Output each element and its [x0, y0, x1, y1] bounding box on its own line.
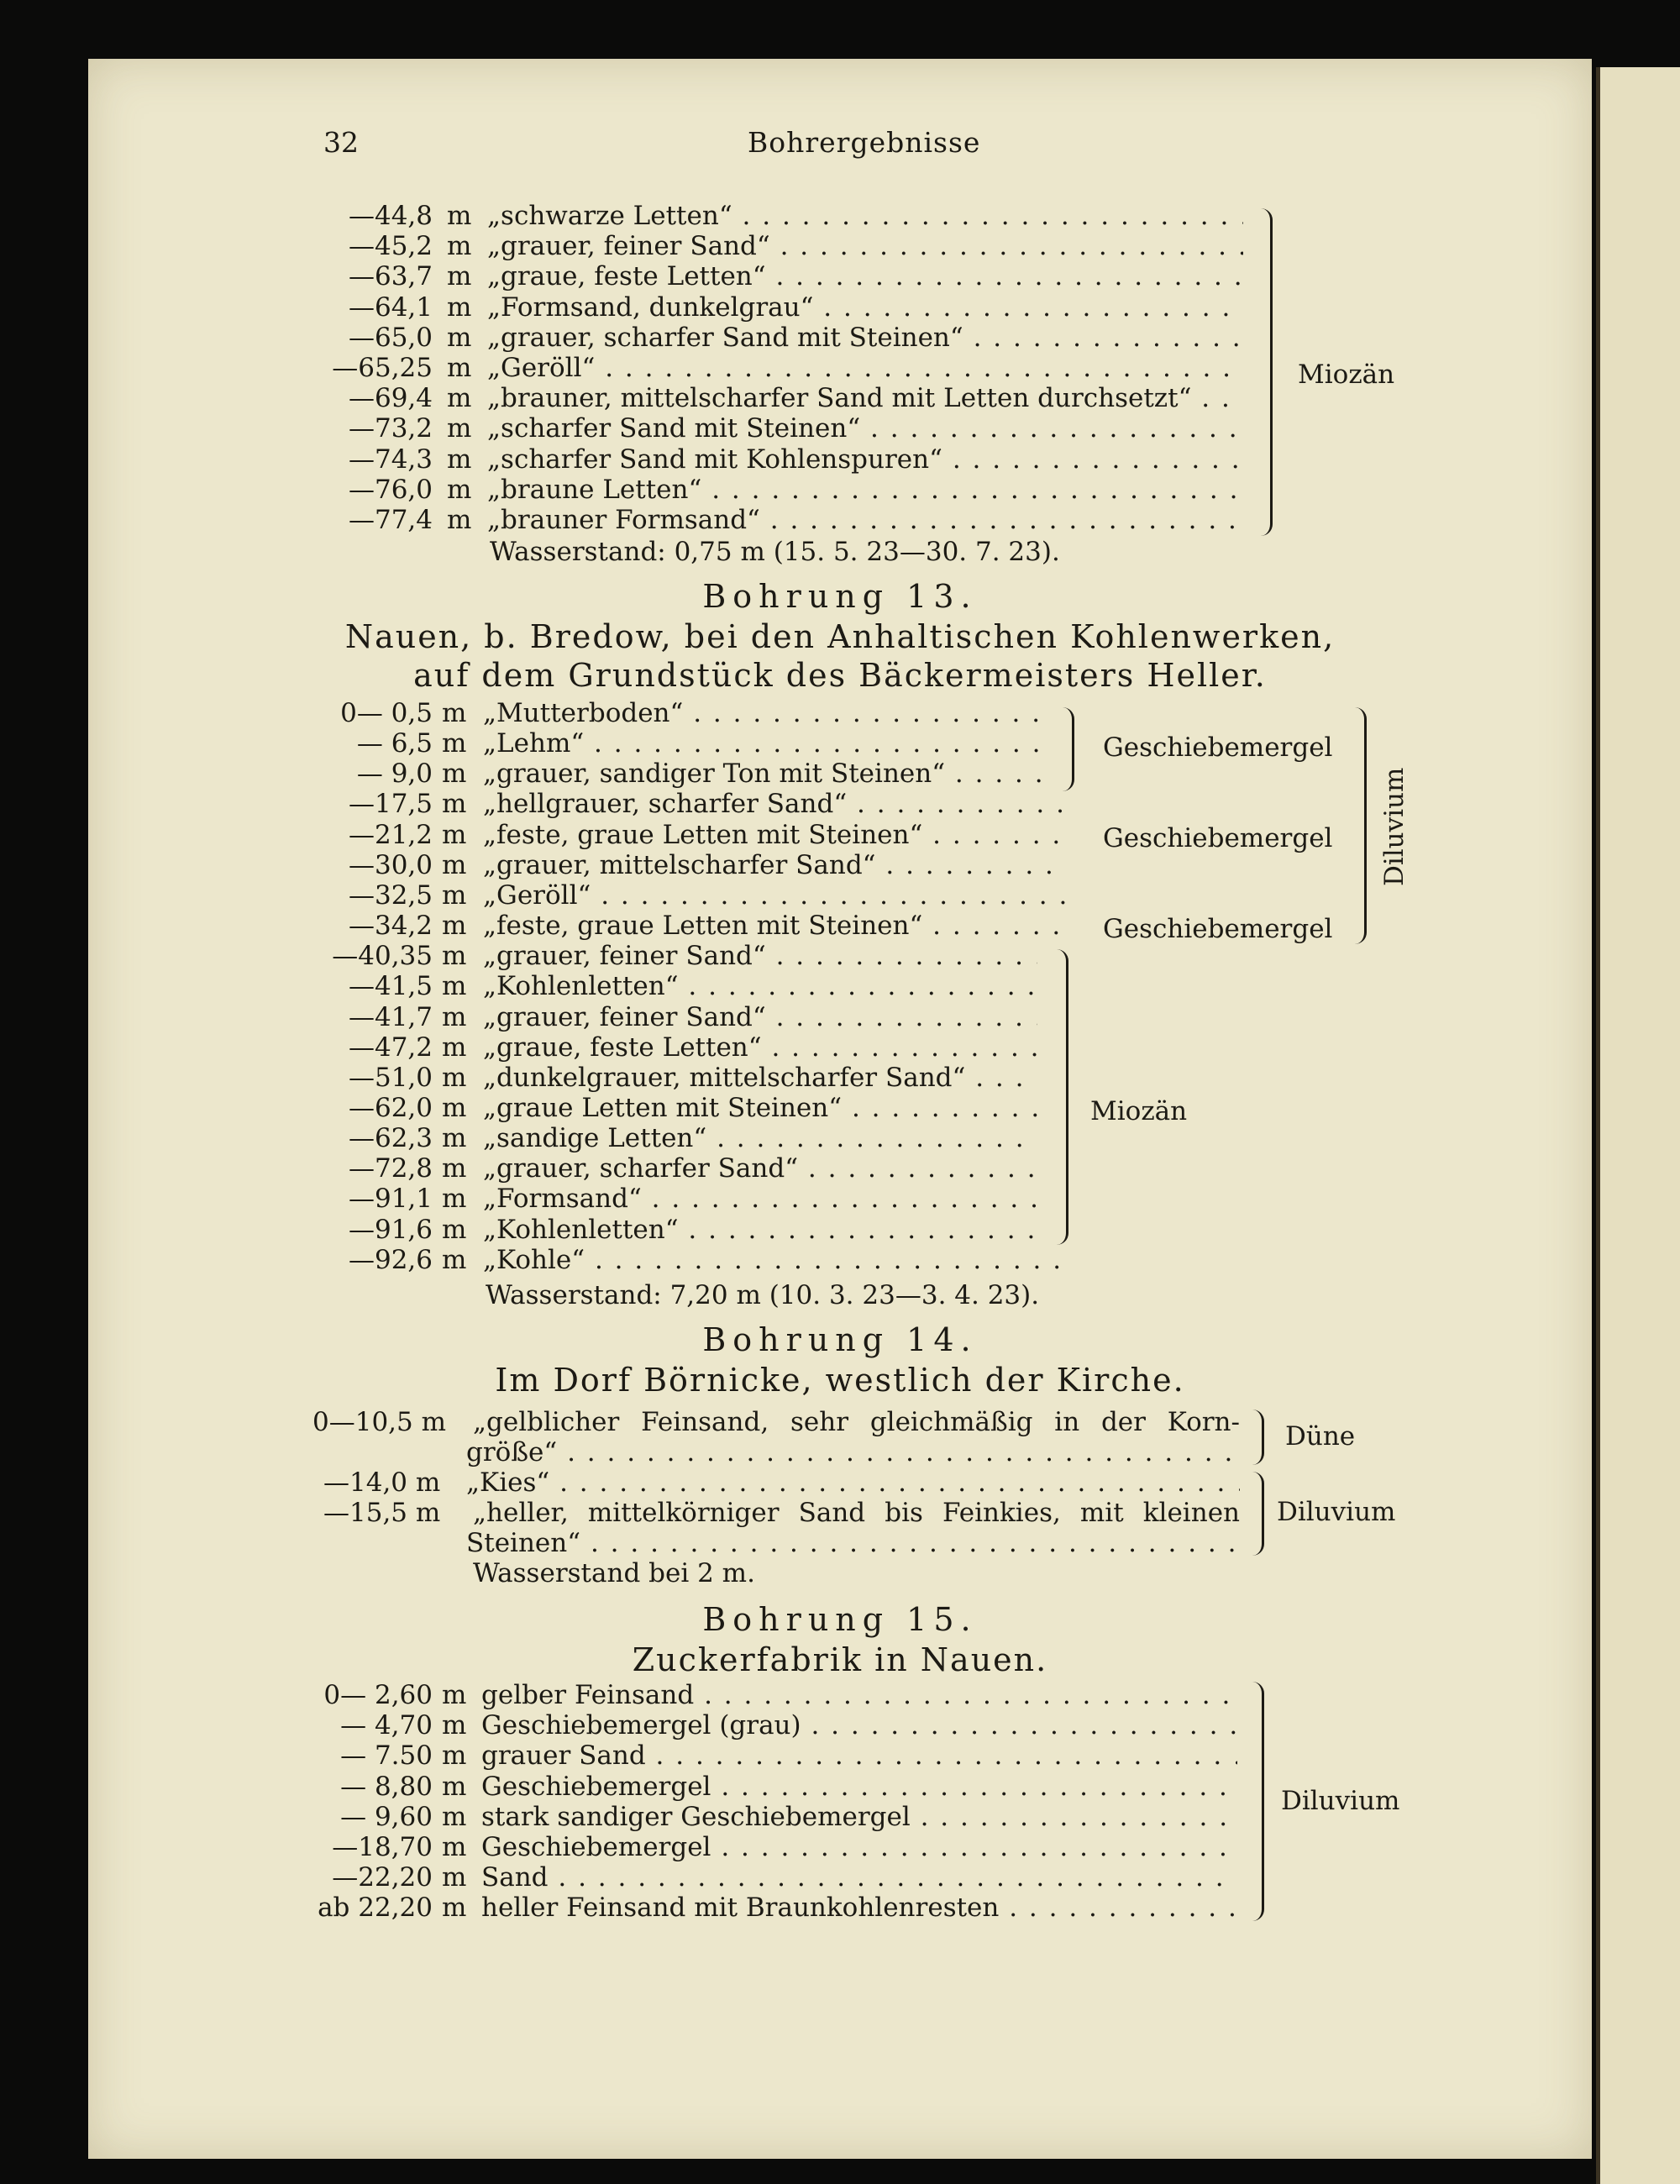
- layer-description: Geschiebemergel (grau) . . .: [481, 1711, 1237, 1740]
- layer-description: „Kohlenletten“ . . .: [483, 972, 1037, 1000]
- bohrung-14-location: Im Dorf Börnicke, westlich der Kirche.: [495, 1362, 1185, 1399]
- b14-desc-1b: größe“ . . .: [466, 1438, 1240, 1467]
- layer-description: „grauer, scharfer Sand“ . . .: [483, 1154, 1037, 1183]
- depth-unit: m: [447, 231, 472, 262]
- depth-value: —77,4: [348, 505, 433, 535]
- depth-value: ab 22,20: [318, 1893, 433, 1924]
- depth-unit: m: [442, 1184, 467, 1215]
- layer-description: gelber Feinsand . . .: [481, 1681, 1237, 1709]
- layer-description: „feste, graue Letten mit Steinen“ . . .: [483, 911, 1067, 940]
- layer-description: „brauner Formsand“ . . .: [487, 506, 1243, 534]
- brace-duene: [1250, 1410, 1264, 1465]
- brace-diluvium-15: [1248, 1682, 1264, 1921]
- layer-description: „Lehm“ . . .: [483, 729, 1046, 758]
- brace-miozaen-13: [1054, 949, 1068, 1245]
- layer-description: „hellgrauer, scharfer Sand“ . . .: [483, 790, 1067, 818]
- depth-unit: m: [442, 1123, 467, 1154]
- depth-value: —44,8: [348, 201, 433, 231]
- label-diluvium-15: Diluvium: [1281, 1786, 1400, 1816]
- layer-description: Geschiebemergel . . .: [481, 1772, 1237, 1801]
- b14-depth-2: —14,0 m: [323, 1467, 441, 1498]
- layer-description: „Kohlenletten“ . . .: [483, 1215, 1037, 1244]
- depth-unit: m: [447, 261, 472, 292]
- depth-unit: m: [447, 201, 472, 231]
- depth-value: —30,0: [348, 849, 433, 880]
- depth-value: —63,7: [348, 261, 433, 292]
- b14-depth-3: —15,5 m: [323, 1498, 441, 1528]
- label-miozaen-1: Miozän: [1298, 360, 1395, 390]
- layer-description: „grauer, sandiger Ton mit Steinen“ . . .: [483, 759, 1046, 788]
- depth-unit: m: [442, 1062, 467, 1093]
- depth-unit: m: [442, 698, 467, 728]
- water-level-14: Wasserstand bei 2 m.: [473, 1558, 755, 1588]
- depth-value: —62,0: [348, 1092, 433, 1123]
- depth-value: —91,6: [348, 1214, 433, 1245]
- layer-description: „braune Letten“ . . .: [487, 475, 1243, 504]
- depth-value: — 9,0: [356, 759, 433, 790]
- depth-unit: m: [442, 1832, 467, 1862]
- depth-unit: m: [442, 1214, 467, 1245]
- water-level-13: Wasserstand: 7,20 m (10. 3. 23—3. 4. 23).: [486, 1280, 1040, 1310]
- depth-value: — 8,80: [340, 1771, 433, 1802]
- label-miozaen-13: Miozän: [1090, 1096, 1188, 1126]
- layer-description: „grauer, feiner Sand“ . . .: [483, 1003, 1037, 1032]
- label-geschiebemergel-1: Geschiebemergel: [1103, 732, 1333, 763]
- depth-value: —47,2: [348, 1032, 433, 1063]
- depth-value: —41,7: [348, 1001, 433, 1032]
- depth-unit: m: [442, 849, 467, 880]
- depth-value: 0— 0,5: [340, 698, 433, 728]
- depth-value: —45,2: [348, 231, 433, 262]
- bohrung-13-location: Nauen, b. Bredow, bei den Anhaltischen Kohlenwerken,: [344, 618, 1336, 655]
- depth-unit: m: [442, 1153, 467, 1184]
- layer-description: „dunkelgrauer, mittelscharfer Sand“ . . .: [483, 1063, 1037, 1092]
- depth-value: — 6,5: [356, 728, 433, 759]
- brace-geschiebe-1: [1060, 707, 1074, 791]
- depth-unit: m: [447, 353, 472, 383]
- depth-unit: m: [447, 505, 472, 535]
- depth-value: —91,1: [348, 1184, 433, 1215]
- layer-description: grauer Sand . . .: [481, 1741, 1237, 1770]
- b14-desc-1a: „gelblicher Feinsand, sehr gleichmäßig in der Korn-: [473, 1407, 1240, 1437]
- layer-description: „sandige Letten“ . . .: [483, 1124, 1037, 1152]
- depth-unit: m: [442, 1710, 467, 1741]
- brace-miozaen-1: [1252, 208, 1273, 536]
- depth-value: —62,3: [348, 1123, 433, 1154]
- depth-value: —32,5: [348, 879, 433, 911]
- layer-description: Geschiebemergel . . .: [481, 1833, 1237, 1861]
- depth-value: — 9,60: [340, 1801, 433, 1832]
- depth-unit: m: [442, 1893, 467, 1924]
- depth-unit: m: [442, 911, 467, 942]
- label-diluvium-13: Diluvium: [1379, 767, 1410, 886]
- depth-unit: m: [442, 1680, 467, 1710]
- bohrung-15-location: Zuckerfabrik in Nauen.: [632, 1641, 1048, 1678]
- depth-value: —69,4: [348, 383, 433, 414]
- layer-description: „graue, feste Letten“ . . .: [483, 1033, 1037, 1062]
- depth-value: —21,2: [348, 819, 433, 850]
- layer-description: Sand . . .: [481, 1863, 1237, 1892]
- layer-description: „feste, graue Letten mit Steinen“ . . .: [483, 821, 1067, 849]
- depth-unit: m: [447, 383, 472, 414]
- depth-value: —18,70: [332, 1832, 433, 1862]
- depth-value: —51,0: [348, 1062, 433, 1093]
- depth-unit: m: [442, 1001, 467, 1032]
- layer-description: „scharfer Sand mit Steinen“ . . .: [487, 414, 1243, 443]
- label-geschiebemergel-3: Geschiebemergel: [1103, 914, 1333, 944]
- layer-description: „Formsand, dunkelgrau“ . . .: [487, 293, 1243, 322]
- depth-value: —73,2: [348, 413, 433, 444]
- layer-description: „grauer, feiner Sand“ . . .: [483, 942, 1037, 970]
- layer-description: „graue, feste Letten“ . . .: [487, 262, 1243, 291]
- depth-unit: m: [442, 1801, 467, 1832]
- bohrung-14-title: Bohrung 14.: [702, 1321, 978, 1358]
- depth-value: — 4,70: [340, 1710, 433, 1741]
- b14-desc-3b: Steinen“ . . .: [466, 1529, 1240, 1557]
- depth-unit: m: [447, 444, 472, 475]
- depth-value: —65,0: [348, 322, 433, 353]
- layer-description: „grauer, scharfer Sand mit Steinen“ . . .: [487, 323, 1243, 352]
- layer-description: „grauer, feiner Sand“ . . .: [487, 232, 1243, 260]
- layer-description: „scharfer Sand mit Kohlenspuren“ . . .: [487, 445, 1243, 474]
- depth-unit: m: [442, 1862, 467, 1893]
- depth-unit: m: [442, 1244, 467, 1275]
- layer-description: „Geröll“ . . .: [487, 354, 1243, 382]
- layer-description: „grauer, mittelscharfer Sand“ . . .: [483, 851, 1067, 879]
- depth-value: —74,3: [348, 444, 433, 475]
- layer-description: stark sandiger Geschiebemergel . . .: [481, 1803, 1237, 1831]
- depth-unit: m: [442, 879, 467, 911]
- depth-unit: m: [442, 728, 467, 759]
- depth-value: —64,1: [348, 291, 433, 323]
- depth-unit: m: [442, 819, 467, 850]
- layer-description: „Formsand“ . . .: [483, 1184, 1037, 1213]
- depth-unit: m: [447, 413, 472, 444]
- b14-desc-3a: „heller, mittelkörniger Sand bis Feinkies, mit kleinen: [473, 1498, 1240, 1528]
- depth-unit: m: [442, 1032, 467, 1063]
- depth-unit: m: [447, 322, 472, 353]
- bohrung-13-site: auf dem Grundstück des Bäckermeisters Heller.: [413, 657, 1267, 694]
- layer-description: „schwarze Letten“ . . .: [487, 202, 1243, 230]
- depth-value: —34,2: [348, 911, 433, 942]
- layer-description: „graue Letten mit Steinen“ . . .: [483, 1094, 1037, 1122]
- layer-description: „Kohle“ . . .: [483, 1246, 1067, 1274]
- b14-desc-2: „Kies“ . . .: [466, 1468, 1240, 1497]
- depth-unit: m: [442, 1740, 467, 1772]
- layer-description: heller Feinsand mit Braunkohlenresten . . .: [481, 1893, 1237, 1922]
- depth-unit: m: [442, 1771, 467, 1802]
- depth-value: —65,25: [332, 353, 433, 383]
- depth-value: 0— 2,60: [323, 1680, 433, 1710]
- depth-unit: m: [442, 1092, 467, 1123]
- brace-diluvium-13: [1351, 707, 1367, 944]
- water-level-1: Wasserstand: 0,75 m (15. 5. 23—30. 7. 23).: [490, 537, 1060, 567]
- depth-value: —72,8: [348, 1153, 433, 1184]
- depth-unit: m: [442, 971, 467, 1002]
- depth-unit: m: [442, 759, 467, 790]
- depth-unit: m: [447, 474, 472, 505]
- depth-value: —17,5: [348, 789, 433, 820]
- running-title: Bohrergebnisse: [748, 126, 981, 159]
- bohrung-15-title: Bohrung 15.: [702, 1601, 978, 1638]
- layer-description: „brauner, mittelscharfer Sand mit Letten durchsetzt“ . . .: [487, 384, 1243, 412]
- depth-unit: m: [447, 291, 472, 323]
- label-duene: Düne: [1285, 1421, 1356, 1452]
- page-number: 32: [323, 126, 359, 159]
- depth-value: —92,6: [348, 1244, 433, 1275]
- label-geschiebemergel-2: Geschiebemergel: [1103, 823, 1333, 853]
- label-diluvium-14: Diluvium: [1277, 1497, 1396, 1527]
- bohrung-13-title: Bohrung 13.: [702, 578, 978, 615]
- depth-value: —40,35: [332, 941, 433, 972]
- layer-description: „Mutterboden“ . . .: [483, 699, 1046, 727]
- layer-description: „Geröll“ . . .: [483, 881, 1067, 910]
- brace-diluvium-14: [1250, 1472, 1264, 1556]
- depth-value: — 7.50: [340, 1740, 433, 1772]
- b14-depth-1: 0—10,5 m: [312, 1407, 446, 1437]
- depth-value: —76,0: [348, 474, 433, 505]
- depth-value: —41,5: [348, 971, 433, 1002]
- depth-value: —22,20: [332, 1862, 433, 1893]
- depth-unit: m: [442, 941, 467, 972]
- depth-unit: m: [442, 789, 467, 820]
